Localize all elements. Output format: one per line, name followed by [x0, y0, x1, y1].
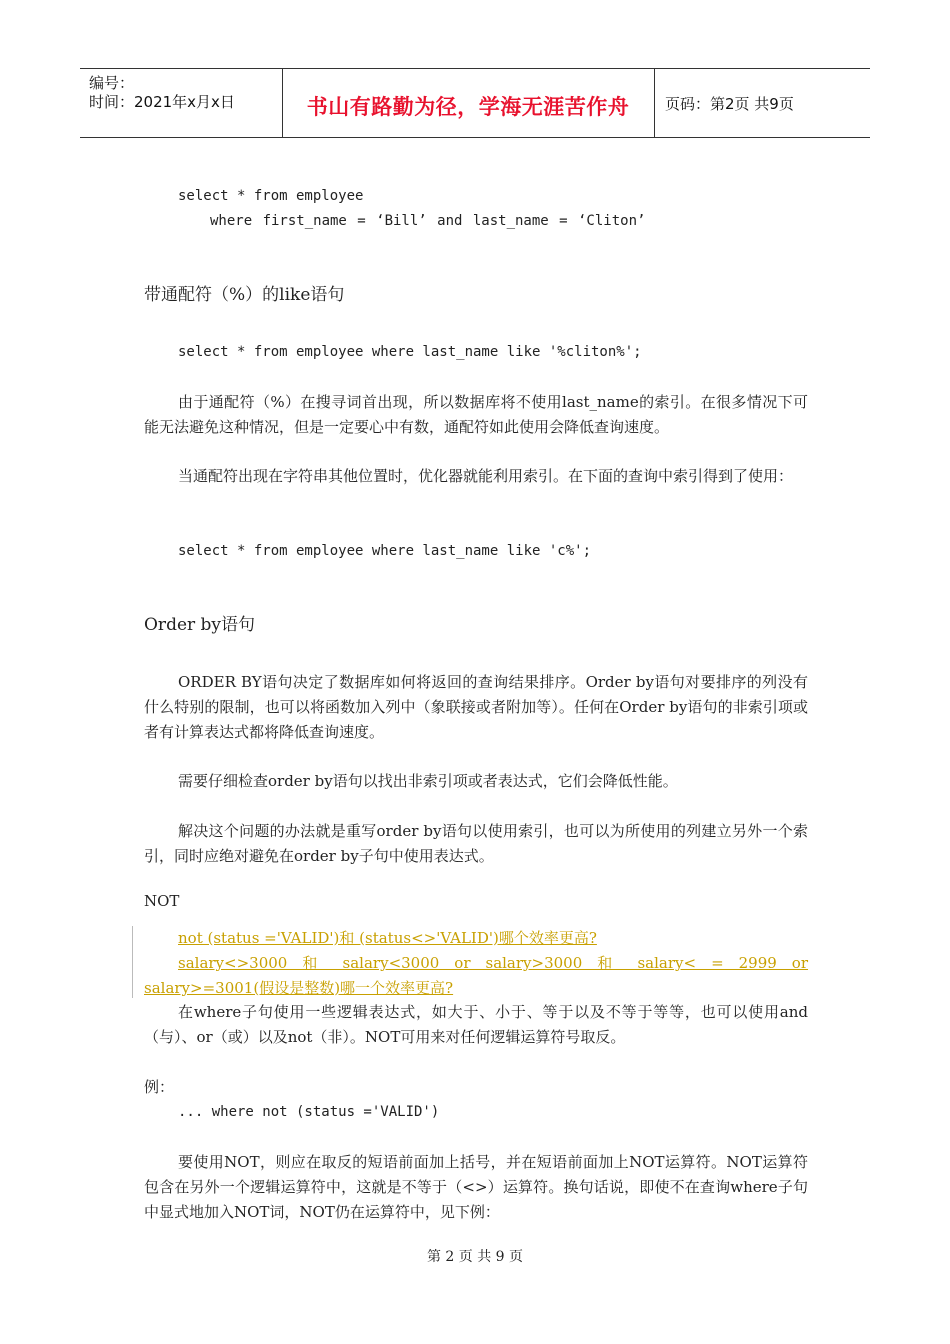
page-footer: 第 2 页 共 9 页: [426, 1249, 524, 1265]
paragraph: 在where子句使用一些逻辑表达式，如大于、小于、等于以及不等于等等，也可以使用and（与）、or（或）以及not（非）。NOT可用来对任何逻辑运算符号取反。: [144, 1003, 808, 1046]
question-link[interactable]: salary<>3000 和 salary<3000 or salary>3000 和 salary< = 2999 or salary>=3001(假设是整数)哪一个效率更高?: [144, 954, 808, 997]
code-line: select * from employee where last_name like '%cliton%';: [178, 344, 642, 360]
document-date-label: 时间：2021年x月x日: [89, 93, 235, 111]
header-info-cell: [80, 69, 283, 137]
paragraph: 要使用NOT，则应在取反的短语前面加上括号，并在短语前面加上NOT运算符。NOT运算符包含在另外一个逻辑运算符中，这就是不等于（<>）运算符。换句话说，即使不在查询where子句中显式地加入NOT词，NOT仍在运算符中，见下例：: [144, 1153, 808, 1221]
header-motto: 书山有路勤为径，学海无涯苦作舟: [306, 95, 630, 119]
paragraph: 解决这个问题的办法就是重写order by语句以使用索引，也可以为所使用的列建立另外一个索引，同时应绝对避免在order by子句中使用表达式。: [144, 822, 808, 865]
section-heading-order-by: Order by语句: [144, 615, 256, 635]
code-line: select * from employee where last_name like 'c%';: [178, 543, 592, 559]
question-link[interactable]: not (status ='VALID')和 (status<>'VALID')哪个效率更高?: [178, 929, 597, 947]
paragraph: 由于通配符（%）在搜寻词首出现，所以数据库将不使用last_name的索引。在很多情况下可能无法避免这种情况，但是一定要心中有数，通配符如此使用会降低查询速度。: [144, 393, 808, 436]
page-header: [80, 68, 870, 138]
revision-bar: [132, 926, 133, 998]
code-line: where first_name = ‘Bill’ and last_name = ‘Cliton’: [210, 213, 646, 229]
paragraph: 当通配符出现在字符串其他位置时，优化器就能利用索引。在下面的查询中索引得到了使用：: [178, 467, 794, 485]
paragraph: 需要仔细检查order by语句以找出非索引项或者表达式，它们会降低性能。: [178, 772, 678, 790]
section-heading-like: 带通配符（%）的like语句: [144, 285, 345, 305]
code-line: ... where not (status ='VALID'): [178, 1104, 440, 1120]
section-heading-not: NOT: [144, 892, 180, 910]
document-number-label: 编号：: [89, 74, 135, 92]
code-line: select * from employee: [178, 188, 364, 204]
header-page-info: 页码：第2页 共9页: [665, 95, 794, 113]
header-page-cell: [654, 69, 871, 137]
example-label: 例：: [144, 1078, 175, 1096]
paragraph: ORDER BY语句决定了数据库如何将返回的查询结果排序。Order by语句对要排序的列没有什么特别的限制，也可以将函数加入列中（象联接或者附加等）。任何在Order by语句的非索引项或者有计算表达式都将降低查询速度。: [144, 673, 808, 741]
